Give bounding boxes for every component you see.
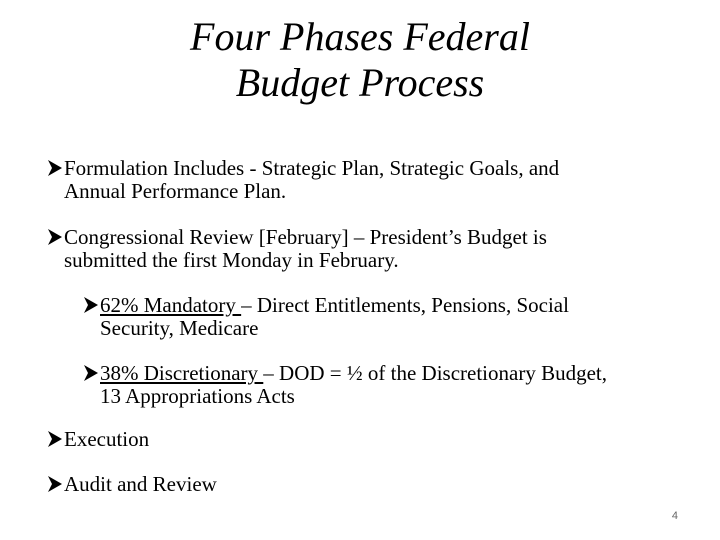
bullet-text-line-1: Congressional Review [February] – President’s Budget is [64, 225, 547, 249]
arrowhead-bullet-icon [82, 294, 102, 317]
bullet-audit-review [46, 473, 706, 496]
bullet-text-line-1: Formulation Includes - Strategic Plan, Strategic Goals, and [64, 156, 560, 180]
sub-bullet-label: 38% Discretionary [100, 361, 264, 385]
bullet-text-line-2: Annual Performance Plan. [64, 179, 287, 203]
arrowhead-bullet-icon [46, 473, 66, 496]
arrowhead-bullet-icon [46, 428, 66, 451]
sub-bullet-text-line-1 [82, 362, 702, 385]
slide-title-line-1: Four Phases Federal [190, 14, 530, 59]
slide-title [0, 14, 720, 106]
slide-title-line-2: Budget Process [235, 60, 485, 105]
bullet-congressional-review [46, 226, 706, 272]
arrowhead-bullet-icon [82, 362, 102, 385]
bullet-text: Execution [64, 427, 150, 451]
bullet-execution [46, 428, 706, 451]
sub-bullet-mandatory [82, 294, 702, 340]
sub-bullet-text-line-1 [82, 294, 702, 317]
sub-bullet-label: 62% Mandatory [100, 293, 242, 317]
bullet-formulation [46, 157, 706, 203]
sub-bullet-description: – DOD = ½ of the Discretionary Budget, [263, 361, 607, 385]
sub-bullet-text-line-2: 13 Appropriations Acts [100, 384, 295, 408]
arrowhead-bullet-icon [46, 157, 66, 180]
sub-bullet-discretionary [82, 362, 702, 408]
page-number: 4 [671, 510, 678, 522]
arrowhead-bullet-icon [46, 226, 66, 249]
sub-bullet-description: – Direct Entitlements, Pensions, Social [241, 293, 569, 317]
bullet-text-line-2: submitted the first Monday in February. [64, 248, 399, 272]
sub-bullet-text-line-2: Security, Medicare [100, 316, 259, 340]
bullet-text: Audit and Review [64, 472, 217, 496]
